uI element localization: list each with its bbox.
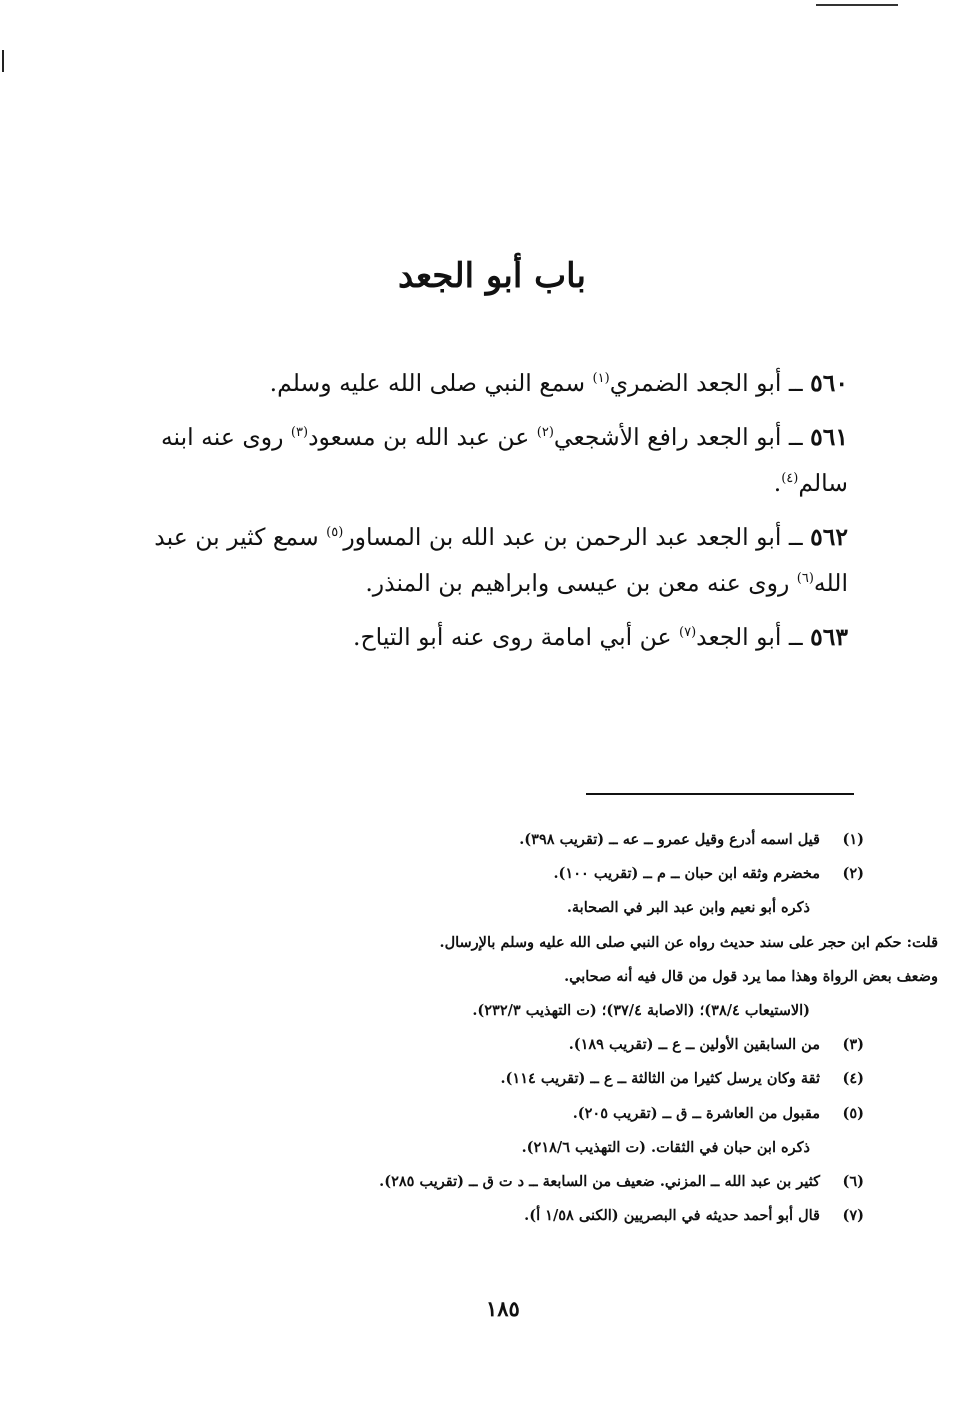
footnote <box>164 1028 864 1062</box>
footnote-number: (٥) <box>842 1104 864 1122</box>
footnote-number: (٧) <box>842 1207 864 1225</box>
entry-number: ٥٦١ <box>810 423 848 451</box>
footnote-number: (٢) <box>842 865 864 883</box>
footnote-ref: (٥) <box>326 525 344 540</box>
top-rule <box>816 4 898 6</box>
footnote <box>164 1165 864 1199</box>
entry-text: أبو الجعد عبد الرحمن بن عبد الله بن المساور$^{(٥)}$ سمع كثير بن عبد الله$^{(٦)}$ روى عنه معن بن عيسى وابراهيم بن المنذر. <box>154 523 848 597</box>
footnote-ref: (٧) <box>679 625 697 640</box>
footnote-text: مخضرم وثقه ابن حبان ــ م ــ (تقريب ١٠٠). <box>553 865 820 883</box>
footnote-ref: (٦) <box>796 571 814 586</box>
footnote-continuation: وضعف بعض الرواة وهذا مما يرد قول من قال فيه أنه صحابي. <box>564 967 938 985</box>
entry-text: أبو الجعد الضمري$^{(١)}$ سمع النبي صلى الله عليه وسلم. <box>269 369 782 397</box>
entry-text: أبو الجعد رافع الأشجعي$^{(٢)}$ عن عبد الله بن مسعود$^{(٣)}$ روى عنه ابنه سالم$^{(٤)}$. <box>160 423 848 497</box>
entry-list <box>148 360 848 668</box>
footnote <box>164 1062 864 1096</box>
footnote-continuation: قلت: حكم ابن حجر على سند حديث رواه عن النبي صلى الله عليه وسلم بالإرسال. <box>439 933 938 951</box>
entry: ٥٦٠ ــ أبو الجعد الضمري$^{(١)}$ سمع النبي صلى الله عليه وسلم. <box>269 369 848 397</box>
footnote-ref: (١) <box>592 371 610 386</box>
footnote-ref: (٣) <box>290 425 309 440</box>
footnote-continuation: ذكره أبو نعيم وابن عبد البر في الصحابة. <box>566 899 810 917</box>
footnote-number: (٦) <box>842 1173 864 1191</box>
entry-text: أبو الجعد$^{(٧)}$ عن أبي امامة روى عنه أبو التياح. <box>353 623 782 651</box>
footnote-number: (٤) <box>842 1070 864 1088</box>
footnote-number: (٣) <box>842 1036 864 1054</box>
footnote-text: ثقة وكان يرسل كثيرا من الثالثة ــ ع ــ (تقريب ١١٤). <box>500 1070 820 1088</box>
entry: ٥٦٢ ــ أبو الجعد عبد الرحمن بن عبد الله بن المساور$^{(٥)}$ سمع كثير بن عبد الله$^{(٦)}$ روى عنه معن بن عيسى وابراهيم بن المنذر. <box>154 523 848 597</box>
footnote-separator <box>586 793 854 795</box>
footnote-ref: (٢) <box>536 425 554 440</box>
footnote <box>164 1097 864 1131</box>
footnote <box>164 823 864 857</box>
footnote-number: (١) <box>842 831 864 848</box>
footnote-continuation: ذكره ابن حبان في الثقات. (ت التهذيب ٢١٨/٦). <box>521 1138 810 1156</box>
entry: ٥٦٣ ــ أبو الجعد$^{(٧)}$ عن أبي امامة روى عنه أبو التياح. <box>353 623 848 651</box>
footnote <box>164 1199 864 1233</box>
footnote-continuation: (الاستيعاب ٣٨/٤)؛ (الاصابة ٣٧/٤)؛ (ت التهذيب ٢٣٢/٣). <box>472 1002 810 1020</box>
page-number: ١٨٥ <box>486 1296 520 1321</box>
entry-number: ٥٦٢ <box>810 523 848 551</box>
footnote-text: من السابقين الأولين ــ ع ــ (تقريب ١٨٩). <box>568 1036 820 1054</box>
footnote-text: كثير بن عبد الله ــ المزني. ضعيف من السابعة ــ د ت ق ــ (تقريب ٢٨٥). <box>379 1173 820 1191</box>
entry: ٥٦١ ــ أبو الجعد رافع الأشجعي$^{(٢)}$ عن عبد الله بن مسعود$^{(٣)}$ روى عنه ابنه سالم$^{(٤)}$. <box>160 423 848 497</box>
margin-mark <box>2 50 4 72</box>
chapter-title: باب أبو الجعد <box>398 256 586 296</box>
footnotes <box>164 823 938 1233</box>
footnote-text: قال أبو أحمد حديثه في البصريين (الكنى ١/٥٨ أ). <box>524 1207 820 1225</box>
entry-number: ٥٦٠ <box>810 369 848 397</box>
footnote-text: قيل اسمه أدرع وقيل عمرو ــ عه ــ (تقريب ٣٩٨). <box>519 831 820 848</box>
entry-number: ٥٦٣ <box>810 623 848 651</box>
footnote-text: مقبول من العاشرة ــ ق ــ (تقريب ٢٠٥). <box>572 1104 820 1122</box>
footnote-ref: (٤) <box>781 471 799 486</box>
footnote <box>164 857 864 891</box>
